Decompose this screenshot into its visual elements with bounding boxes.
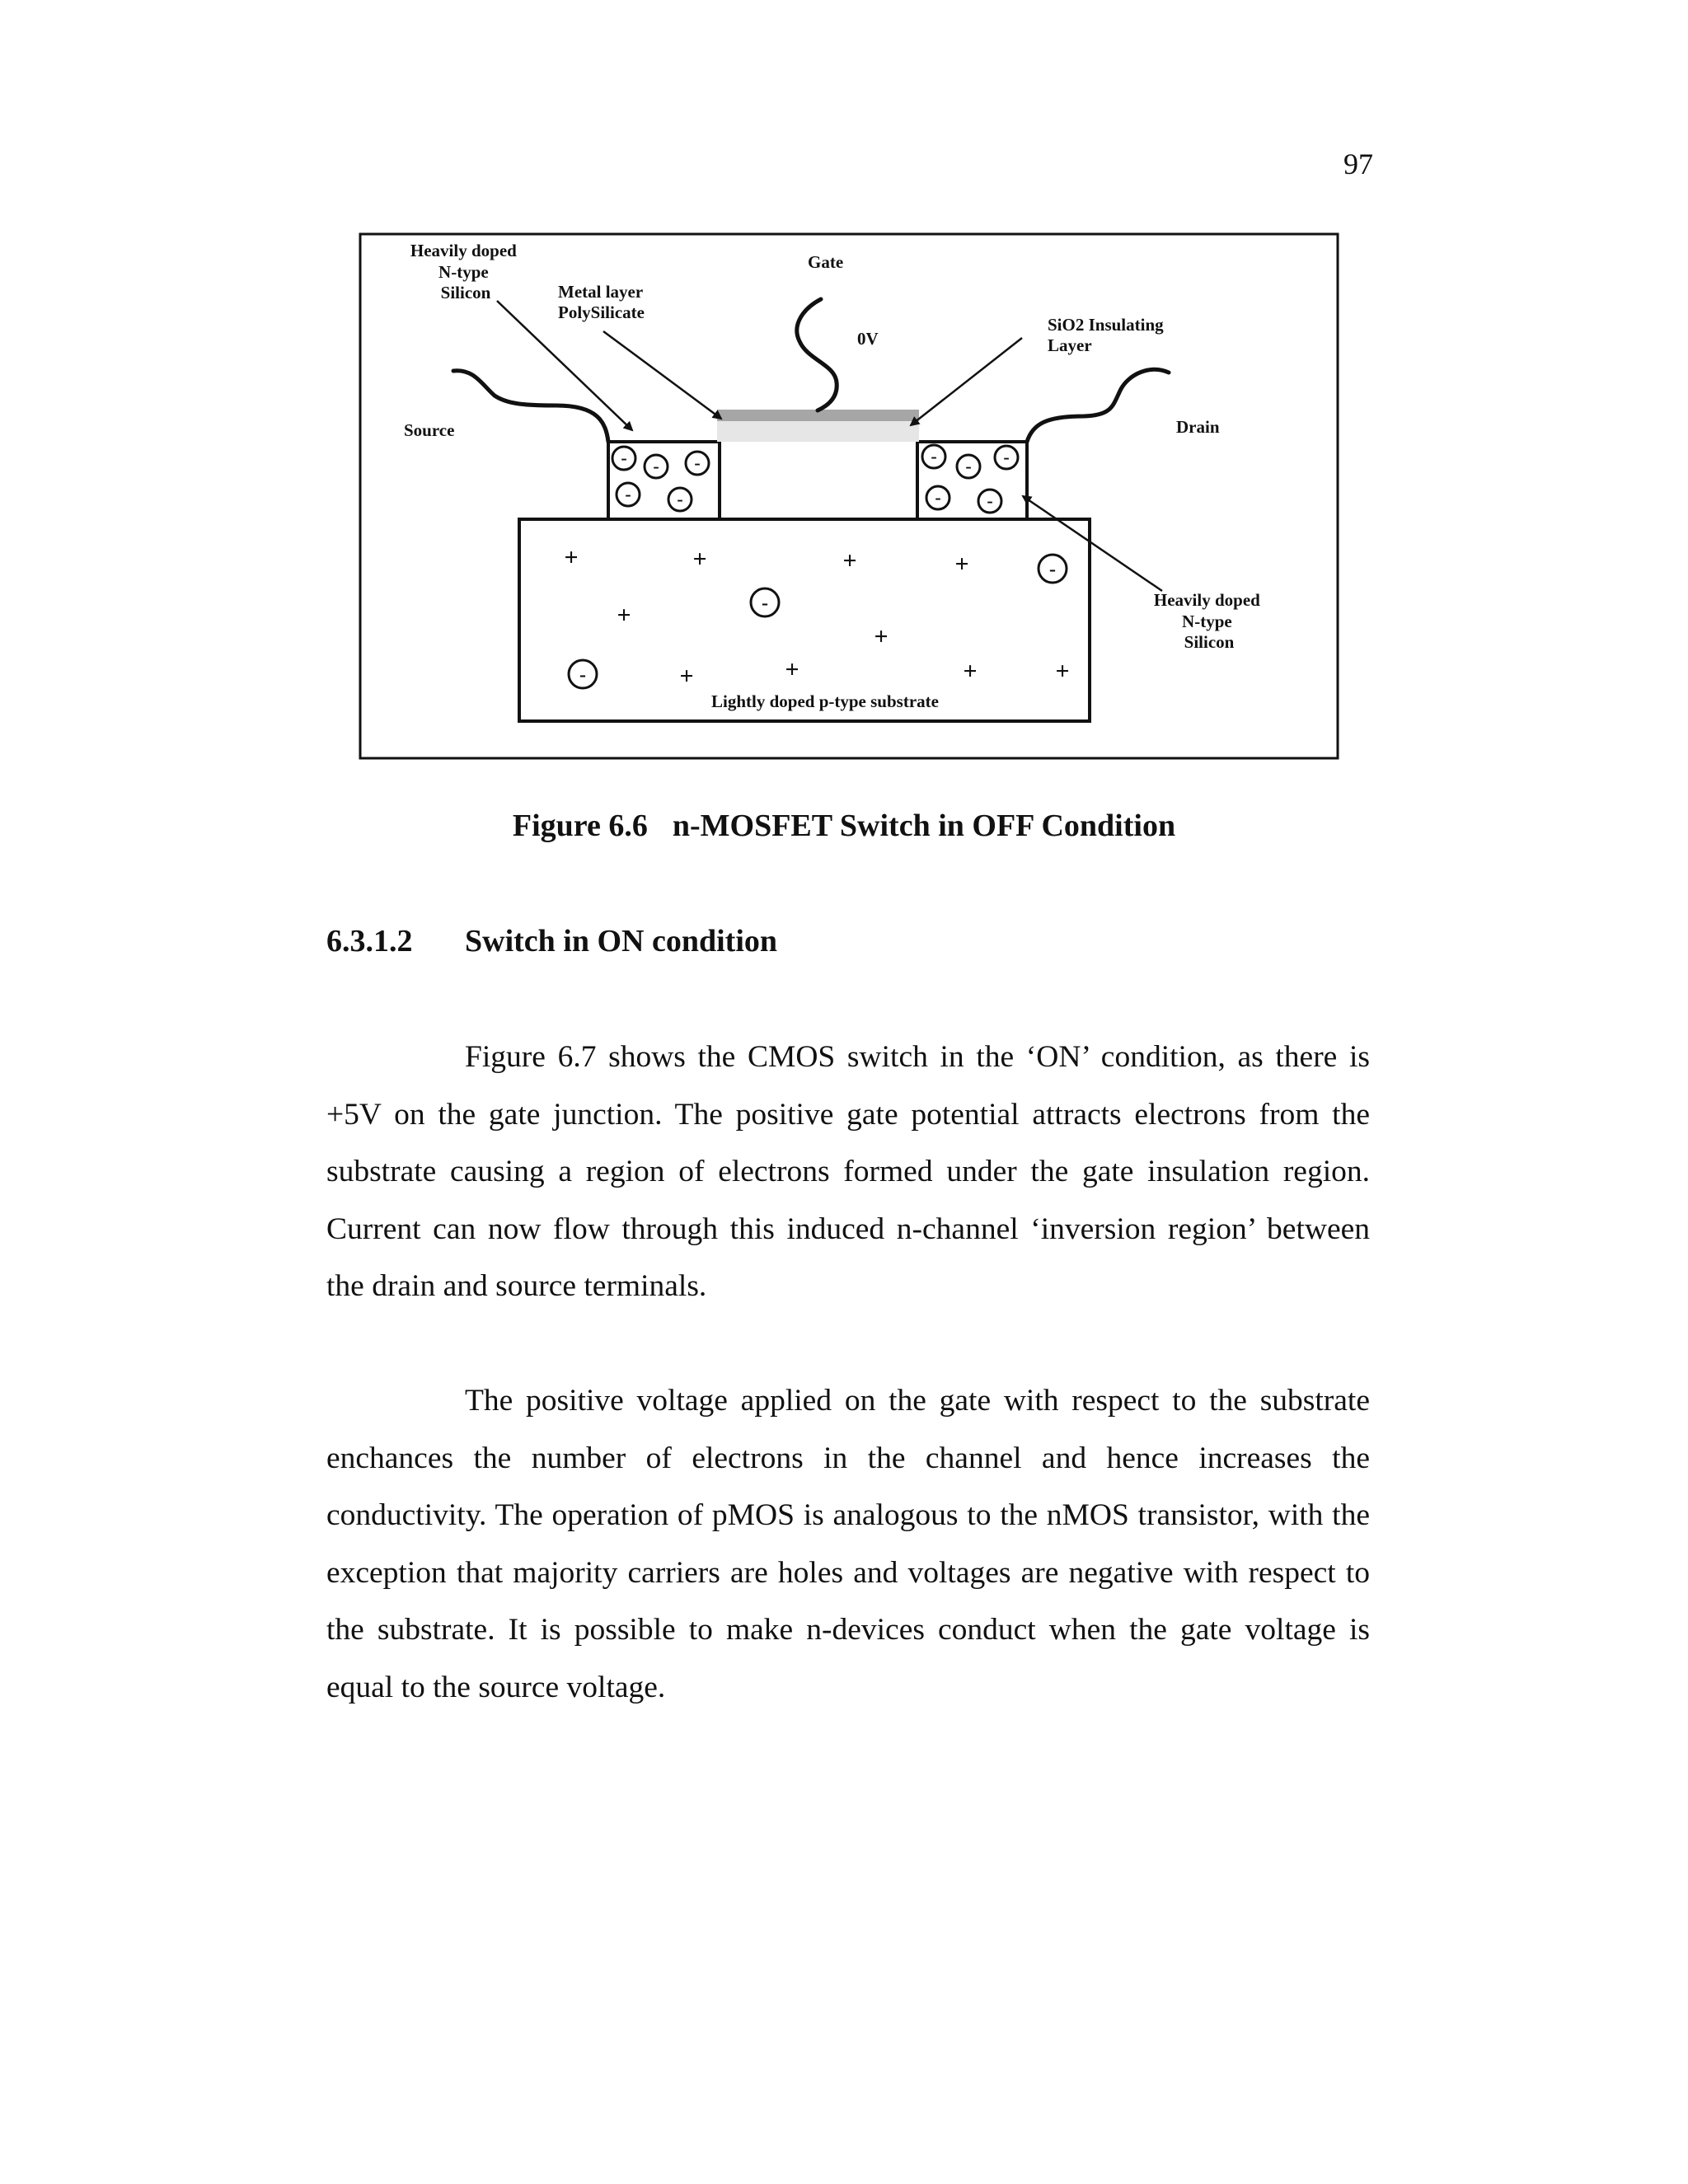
svg-text:-: - [987,490,993,511]
hole: + [679,663,694,690]
electron [926,486,950,509]
hole: + [692,546,707,573]
svg-text:-: - [1049,559,1056,580]
hole: + [954,551,969,578]
svg-text:-: - [1003,447,1010,467]
svg-text:-: - [653,456,659,476]
source-wire [453,371,608,442]
label-heavily-doped-left: Heavily doped N-type Silicon [410,241,517,302]
section-heading [326,923,777,959]
label-drain: Drain [1176,417,1220,437]
label-metal-layer: Metal layer PolySilicate [558,282,645,322]
svg-text:-: - [621,448,627,468]
label-heavily-doped-right: Heavily doped N-type Silicon [1153,590,1260,652]
body-paragraph: The positive voltage applied on the gate with respect to the substrate enchances the number of electrons in the channel and hence increases the conductivity. The operation of pMOS is analogous to the nMOS transistor, with the exception that majority carriers are holes and voltages are negative with respect to the substrate. It is possible to make n-devices conduct when the gate voltage is equal to the source voltage. [326,1384,1370,1704]
gate-wire [797,299,837,410]
electron [569,660,597,688]
electron [1039,555,1067,583]
svg-text:-: - [677,489,683,509]
hole: + [963,658,978,685]
electron [612,447,635,470]
section-number: 6.3.1.2 [326,924,413,958]
hole: + [842,547,857,574]
electron [751,588,779,616]
label-source: Source [404,420,455,440]
svg-text:-: - [694,452,701,473]
electron [668,488,692,511]
figure-caption [0,808,1688,844]
arrow-sio2 [911,338,1022,425]
svg-text:-: - [965,456,972,476]
drain-wire [1027,369,1169,442]
section-title: Switch in ON condition [465,924,778,958]
electron [957,455,980,478]
arrow-metal-layer [603,331,721,419]
svg-text:-: - [625,484,631,504]
hole: + [617,602,631,629]
label-substrate: Lightly doped p-type substrate [711,691,939,711]
svg-text:-: - [931,446,937,466]
hole: + [564,544,579,571]
mosfet-diagram [359,232,1339,760]
label-gate: Gate [808,252,844,272]
electron [978,490,1001,513]
label-voltage: 0V [857,329,879,349]
body-paragraph: Figure 6.7 shows the CMOS switch in the ‘ON’ condition, as there is +5V on the gate junction. The positive gate potential attracts electrons from the substrate causing a region of electrons formed under the gate insulation region. Current can now flow through this induced n-channel ‘inversion region’ between the drain and source terminals. [326,1040,1370,1303]
hole: + [874,623,889,650]
page-number: 97 [1343,148,1373,180]
figure-caption-title: n-MOSFET Switch in OFF Condition [672,808,1176,843]
electron [645,455,668,478]
svg-text:-: - [935,487,941,508]
electron [995,446,1018,469]
figure-caption-number: Figure 6.6 [512,808,648,843]
hole: + [785,656,799,683]
electron [686,452,709,475]
figure-frame [360,234,1338,758]
label-sio2: SiO2 Insulating Layer [1048,315,1164,355]
electron [922,445,945,468]
svg-text:-: - [579,664,586,686]
electron [617,483,640,506]
sio2-insulating-layer [717,420,919,442]
svg-text:-: - [762,593,768,614]
hole: + [1055,658,1070,685]
